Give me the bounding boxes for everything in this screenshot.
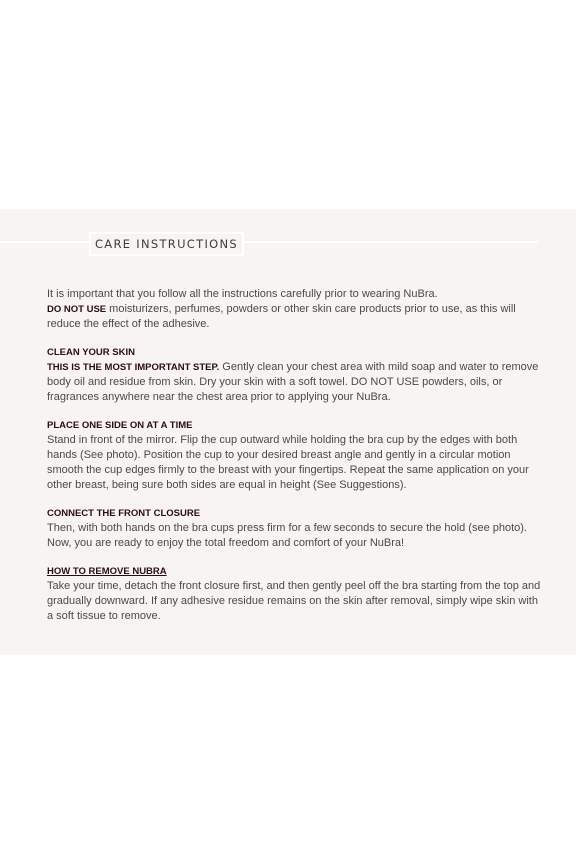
warning-text: moisturizers, perfumes, powders or other skin care products prior to use, as this will reduce the effect of the adhesive. <box>47 303 516 330</box>
title-box <box>89 232 244 256</box>
care-instructions-panel <box>0 209 576 655</box>
section-connect-closure <box>47 506 543 551</box>
section-heading: CLEAN YOUR SKIN <box>47 347 135 358</box>
section-body: Take your time, detach the front closure first, and then gently peel off the bra starting from the top and gradually downward. If any adhesive residue remains on the skin after removal, simply wipe skin with a soft tissue to remove. <box>47 580 541 622</box>
section-heading: HOW TO REMOVE NUBRA <box>47 566 167 577</box>
intro-block <box>47 287 543 332</box>
section-place-one-side <box>47 418 543 493</box>
section-clean-skin <box>47 345 543 405</box>
warning-label: DO NOT USE <box>47 304 107 315</box>
section-remove-nubra <box>47 564 543 624</box>
section-body <box>47 360 543 405</box>
title-divider-left <box>0 241 89 243</box>
section-heading: CONNECT THE FRONT CLOSURE <box>47 508 201 519</box>
section-lead: THIS IS THE MOST IMPORTANT STEP. <box>47 362 220 373</box>
instructions-content <box>47 287 543 624</box>
intro-warning <box>47 302 543 332</box>
intro-text: It is important that you follow all the instructions carefully prior to wearing NuBra. <box>47 288 438 300</box>
section-heading: PLACE ONE SIDE ON AT A TIME <box>47 420 193 431</box>
title-divider-right <box>243 241 538 243</box>
section-body-text: Gently clean your chest area with mild soap and water to remove body oil and residue from skin. Dry your skin with a soft towel. DO NOT USE powders, oils, or fragrances anywhere near the chest area prior to applying your NuBra. <box>47 361 539 403</box>
section-body: Then, with both hands on the bra cups press firm for a few seconds to secure the hold (see photo). Now, you are ready to enjoy the total freedom and comfort of your NuBra! <box>47 522 527 549</box>
page-title: CARE INSTRUCTIONS <box>94 237 239 251</box>
section-body: Stand in front of the mirror. Flip the cup outward while holding the bra cup by the edges with both hands (See photo). Position the cup to your desired breast angle and gently in a circular motion smooth the cup edges firmly to the breast with your fingertips. Repeat the same application on your other breast, being sure both sides are equal in height (See Suggestions). <box>47 434 529 491</box>
